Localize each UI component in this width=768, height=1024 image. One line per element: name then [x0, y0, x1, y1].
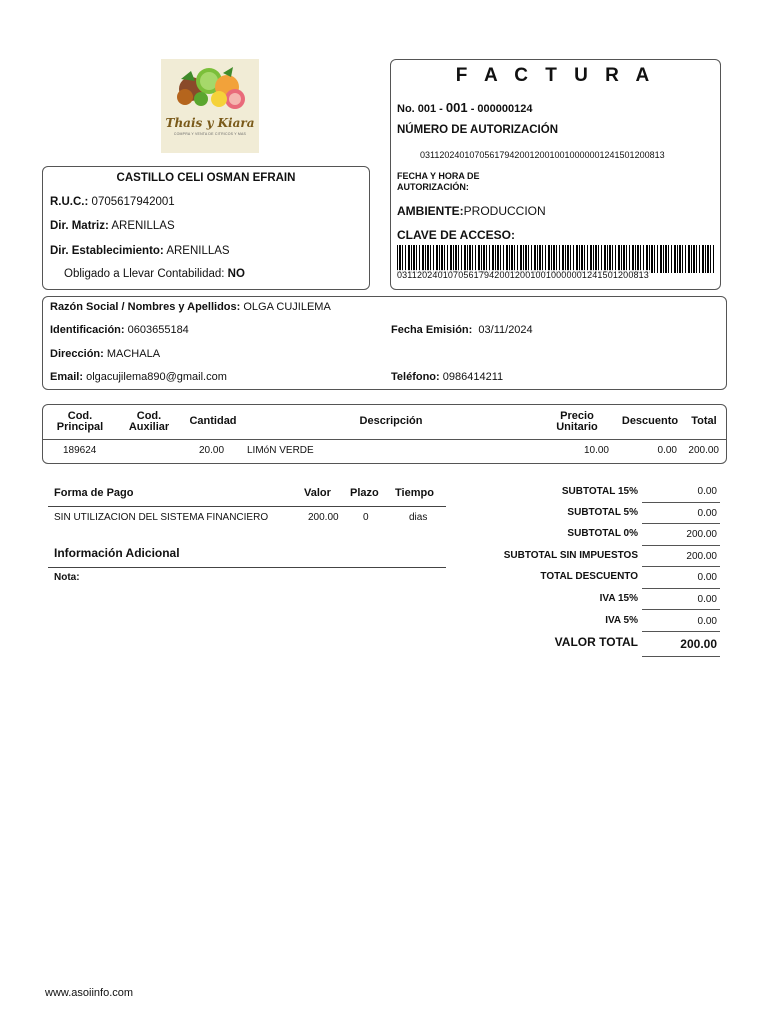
- payment-header-tiempo: Tiempo: [395, 487, 434, 499]
- totals-divider: [642, 588, 720, 589]
- access-key-barcode: [397, 245, 715, 273]
- additional-info-line: [48, 567, 446, 568]
- valor-total-value: 200.00: [680, 637, 717, 651]
- footer-site: www.asoiinfo.com: [45, 987, 134, 999]
- total-value-descuento: 0.00: [697, 572, 717, 583]
- totals-divider: [642, 609, 720, 610]
- client-box: [42, 296, 727, 390]
- client-address: Dirección: MACHALA: [50, 348, 161, 360]
- issuer-box: [42, 166, 370, 290]
- total-label-descuento: TOTAL DESCUENTO: [540, 571, 638, 582]
- cell-precio: 10.00: [583, 445, 609, 456]
- cell-total: 200.00: [688, 445, 719, 456]
- additional-info-title: Información Adicional: [54, 546, 180, 560]
- access-key-label: CLAVE DE ACCESO:: [397, 228, 516, 242]
- col-descuento: Descuento: [621, 415, 679, 427]
- auth-date-label: FECHA Y HORA DE AUTORIZACIÓN:: [397, 171, 480, 192]
- total-label-subtotal-5: SUBTOTAL 5%: [567, 507, 638, 518]
- company-logo: [161, 59, 259, 153]
- total-value-sin-impuestos: 200.00: [686, 551, 717, 562]
- client-email: Email: olgacujilema890@gmail.com: [50, 371, 227, 383]
- col-total: Total: [691, 415, 717, 427]
- total-value-iva-15: 0.00: [697, 594, 717, 605]
- total-value-subtotal-0: 200.00: [686, 529, 717, 540]
- total-label-subtotal-0: SUBTOTAL 0%: [567, 528, 638, 539]
- payment-header-valor: Valor: [304, 487, 331, 499]
- client-phone: Teléfono: 0986414211: [391, 371, 504, 383]
- total-label-iva-15: IVA 15%: [599, 593, 638, 604]
- logo-tagline: COMPRA Y VENTA DE CITRICOS Y MAS: [173, 132, 247, 136]
- issuer-name: CASTILLO CELI OSMAN EFRAIN: [116, 172, 296, 184]
- cell-descripcion: LIMóN VERDE: [247, 445, 314, 456]
- total-label-iva-5: IVA 5%: [605, 615, 638, 626]
- ambiente: AMBIENTE:PRODUCCION: [397, 204, 546, 218]
- payment-plazo: 0: [363, 512, 369, 523]
- issue-date: Fecha Emisión: 03/11/2024: [391, 324, 533, 336]
- col-cantidad: Cantidad: [189, 415, 237, 427]
- totals-divider: [642, 566, 720, 567]
- total-value-iva-5: 0.00: [697, 616, 717, 627]
- invoice-number: No. 001 - 001 - 000000124: [397, 100, 533, 115]
- payment-forma: SIN UTILIZACION DEL SISTEMA FINANCIERO: [54, 512, 269, 523]
- total-value-subtotal-5: 0.00: [697, 508, 717, 519]
- auth-number-label: NÚMERO DE AUTORIZACIÓN: [397, 124, 558, 136]
- payment-header-line: [48, 506, 446, 507]
- payment-tiempo: dias: [409, 512, 428, 523]
- client-id: Identificación: 0603655184: [50, 324, 189, 336]
- header-separator: [43, 439, 726, 440]
- auth-number: 0311202401070561794200120010010000001241501200813: [420, 150, 665, 160]
- fruit-illustration: [161, 59, 259, 119]
- totals-divider: [642, 656, 720, 657]
- payment-header-forma: Forma de Pago: [54, 487, 134, 499]
- total-label-subtotal-15: SUBTOTAL 15%: [561, 486, 638, 497]
- note-label: Nota:: [54, 572, 80, 583]
- totals-divider: [642, 523, 720, 524]
- col-precio: Precio Unitario: [556, 410, 598, 433]
- payment-valor: 200.00: [308, 512, 339, 523]
- issuer-establishment-address: Dir. Establecimiento: ARENILLAS: [50, 245, 230, 257]
- cell-descuento: 0.00: [657, 445, 677, 456]
- logo-brand: Thais y Kiara: [165, 116, 255, 130]
- col-cod-auxiliar: Cod. Auxiliar: [128, 410, 170, 433]
- total-value-subtotal-15: 0.00: [697, 486, 717, 497]
- issuer-ruc: R.U.C.: 0705617942001: [50, 196, 175, 208]
- cell-cod-principal: 189624: [63, 445, 97, 456]
- col-descripcion: Descripción: [359, 415, 423, 427]
- issuer-main-address: Dir. Matriz: ARENILLAS: [50, 220, 175, 232]
- items-table: [42, 404, 727, 464]
- payment-header-plazo: Plazo: [350, 487, 379, 499]
- cell-cantidad: 20.00: [199, 445, 225, 456]
- invoice-title: F A C T U R A: [455, 65, 656, 86]
- valor-total-label: VALOR TOTAL: [554, 635, 638, 649]
- col-cod-principal: Cod. Principal: [56, 410, 104, 433]
- total-label-sin-impuestos: SUBTOTAL SIN IMPUESTOS: [503, 550, 638, 561]
- totals-divider: [642, 502, 720, 503]
- access-key-number: 0311202401070561794200120010010000001241501200813: [397, 270, 649, 280]
- invoice-header-box: [390, 59, 721, 290]
- totals-divider: [642, 545, 720, 546]
- client-name: Razón Social / Nombres y Apellidos: OLGA CUJILEMA: [50, 301, 331, 313]
- accounting-obligation: Obligado a Llevar Contabilidad: NO: [64, 268, 245, 280]
- totals-divider: [642, 631, 720, 632]
